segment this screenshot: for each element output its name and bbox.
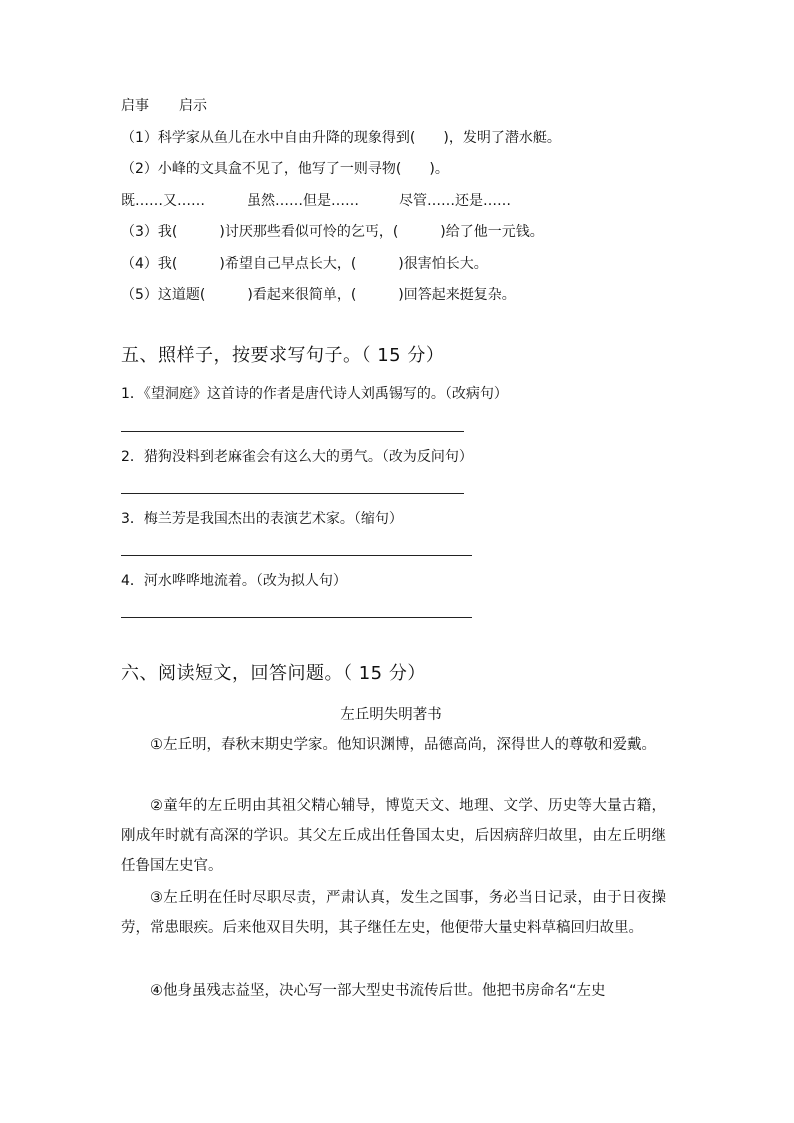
question-1: （1）科学家从鱼儿在水中自由升降的现象得到( )，发明了潜水艇。 <box>121 130 561 146</box>
word-pair-b <box>121 191 511 211</box>
rewrite-item-3: 3．梅兰芳是我国杰出的表演艺术家。（缩句） <box>121 511 403 527</box>
passage-paragraph-2: ②童年的左丘明由其祖父精心辅导，博览天文、地理、文学、历史等大量古籍，刚成年时就有高深的学识。其父左丘成出任鲁国太史，后因病辞归故里，由左丘明继任鲁国左史官。 <box>121 798 666 874</box>
passage-paragraph-3: ③左丘明在任时尽职尽责，严肃认真，发生之国事，务必当日记录，由于日夜操劳，常患眼疾。后来他双目失明，其子继任左史，他便带大量史料草稿回归故里。 <box>121 890 666 936</box>
word-option: 既……又…… <box>121 193 205 209</box>
word-option: 虽然……但是…… <box>247 193 359 209</box>
rewrite-item-1: 1．《望洞庭》这首诗的作者是唐代诗人刘禹锡写的。（改病句） <box>121 386 508 402</box>
answer-line[interactable] <box>121 493 464 494</box>
passage-title: 左丘明失明著书 <box>340 707 442 723</box>
section-5-heading: 五、照样子，按要求写句子。（ 15 分） <box>121 345 445 366</box>
question-2: （2）小峰的文具盒不见了，他写了一则寻物( )。 <box>121 161 449 177</box>
answer-line[interactable] <box>121 555 472 556</box>
word-option: 启示 <box>179 98 207 114</box>
word-option: 尽管……还是…… <box>399 193 511 209</box>
question-5: （5）这道题( )看起来很简单，( )回答起来挺复杂。 <box>121 287 516 303</box>
rewrite-item-4: 4．河水哗哗地流着。（改为拟人句） <box>121 573 347 589</box>
question-3: （3）我( )讨厌那些看似可怜的乞丐，( )给了他一元钱。 <box>121 224 544 240</box>
passage-paragraph-1: ①左丘明，春秋末期史学家。他知识渊博，品德高尚，深得世人的尊敬和爱戴。 <box>150 737 656 753</box>
question-4: （4）我( )希望自己早点长大，( )很害怕长大。 <box>121 256 488 272</box>
answer-line[interactable] <box>121 431 464 432</box>
word-pair-a <box>121 96 207 116</box>
rewrite-item-2: 2．猎狗没料到老麻雀会有这么大的勇气。（改为反问句） <box>121 449 473 465</box>
word-option: 启事 <box>121 98 149 114</box>
section-6-heading: 六、阅读短文，回答问题。（ 15 分） <box>121 663 426 684</box>
answer-line[interactable] <box>121 617 472 618</box>
passage-paragraph-4: ④他身虽残志益坚，决心写一部大型史书流传后世。他把书房命名“左史 <box>150 983 606 999</box>
